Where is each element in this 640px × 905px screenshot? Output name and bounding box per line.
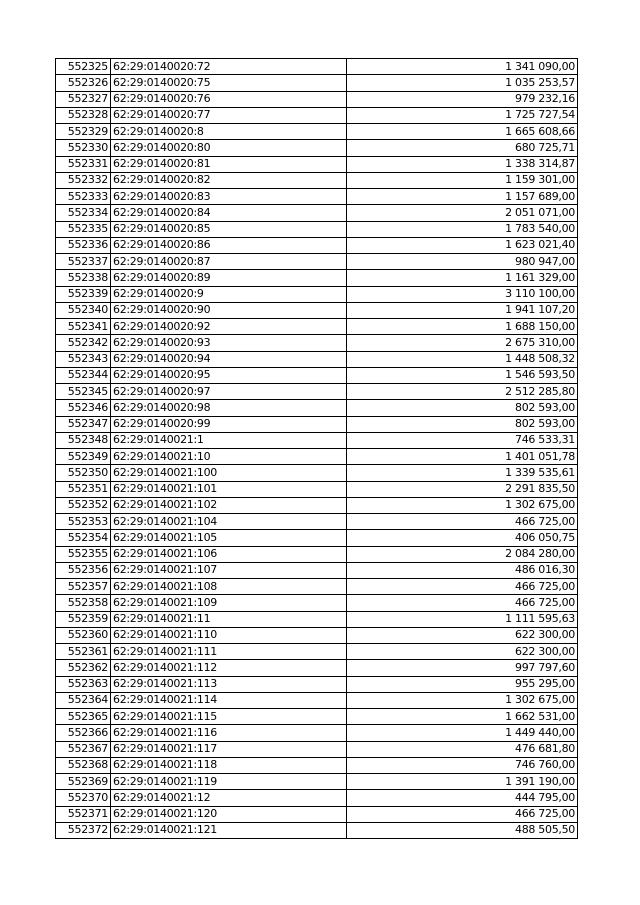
row-number-cell: 552354: [56, 530, 111, 546]
row-number-cell: 552359: [56, 611, 111, 627]
cadastral-number-cell: 62:29:0140021:115: [111, 709, 347, 725]
row-number-cell: 552345: [56, 384, 111, 400]
table-row: [56, 790, 578, 806]
cadastral-number-cell: 62:29:0140020:98: [111, 400, 347, 416]
cadastral-value-cell: 1 941 107,20: [347, 302, 578, 318]
table-row: [56, 562, 578, 578]
cadastral-value-cell: 466 725,00: [347, 806, 578, 822]
row-number-cell: 552366: [56, 725, 111, 741]
cadastral-value-table: [55, 58, 578, 839]
row-number-cell: 552371: [56, 806, 111, 822]
row-number-cell: 552349: [56, 449, 111, 465]
cadastral-number-cell: 62:29:0140021:101: [111, 481, 347, 497]
cadastral-value-cell: 1 391 190,00: [347, 774, 578, 790]
cadastral-number-cell: 62:29:0140020:72: [111, 59, 347, 75]
row-number-cell: 552342: [56, 335, 111, 351]
cadastral-number-cell: 62:29:0140021:111: [111, 644, 347, 660]
cadastral-number-cell: 62:29:0140021:116: [111, 725, 347, 741]
row-number-cell: 552347: [56, 416, 111, 432]
row-number-cell: 552350: [56, 465, 111, 481]
table-row: [56, 416, 578, 432]
cadastral-number-cell: 62:29:0140021:11: [111, 611, 347, 627]
row-number-cell: 552370: [56, 790, 111, 806]
table-row: [56, 692, 578, 708]
cadastral-number-cell: 62:29:0140020:82: [111, 172, 347, 188]
cadastral-number-cell: 62:29:0140021:105: [111, 530, 347, 546]
table-row: [56, 172, 578, 188]
cadastral-value-cell: 488 505,50: [347, 822, 578, 838]
row-number-cell: 552325: [56, 59, 111, 75]
table-row: [56, 156, 578, 172]
table-row: [56, 497, 578, 513]
table-row: [56, 432, 578, 448]
row-number-cell: 552344: [56, 367, 111, 383]
table-row: [56, 806, 578, 822]
row-number-cell: 552357: [56, 579, 111, 595]
row-number-cell: 552362: [56, 660, 111, 676]
cadastral-value-cell: 2 675 310,00: [347, 335, 578, 351]
row-number-cell: 552364: [56, 692, 111, 708]
table-row: [56, 595, 578, 611]
row-number-cell: 552365: [56, 709, 111, 725]
cadastral-number-cell: 62:29:0140020:97: [111, 384, 347, 400]
cadastral-number-cell: 62:29:0140021:109: [111, 595, 347, 611]
cadastral-value-cell: 1 157 689,00: [347, 189, 578, 205]
cadastral-value-cell: 1 159 301,00: [347, 172, 578, 188]
table-row: [56, 400, 578, 416]
row-number-cell: 552351: [56, 481, 111, 497]
cadastral-value-cell: 1 111 595,63: [347, 611, 578, 627]
row-number-cell: 552360: [56, 627, 111, 643]
row-number-cell: 552369: [56, 774, 111, 790]
cadastral-number-cell: 62:29:0140020:8: [111, 124, 347, 140]
table-row: [56, 514, 578, 530]
cadastral-number-cell: 62:29:0140021:113: [111, 676, 347, 692]
cadastral-value-cell: 1 338 314,87: [347, 156, 578, 172]
cadastral-value-cell: 746 760,00: [347, 757, 578, 773]
row-number-cell: 552333: [56, 189, 111, 205]
table-row: [56, 741, 578, 757]
cadastral-number-cell: 62:29:0140021:107: [111, 562, 347, 578]
row-number-cell: 552335: [56, 221, 111, 237]
cadastral-number-cell: 62:29:0140021:117: [111, 741, 347, 757]
row-number-cell: 552337: [56, 254, 111, 270]
table-row: [56, 75, 578, 91]
row-number-cell: 552348: [56, 432, 111, 448]
table-body: [56, 59, 578, 839]
table-row: [56, 579, 578, 595]
cadastral-number-cell: 62:29:0140020:94: [111, 351, 347, 367]
table-row: [56, 676, 578, 692]
table-row: [56, 91, 578, 107]
cadastral-value-cell: 1 665 608,66: [347, 124, 578, 140]
row-number-cell: 552368: [56, 757, 111, 773]
table-row: [56, 270, 578, 286]
table-row: [56, 627, 578, 643]
cadastral-value-cell: 680 725,71: [347, 140, 578, 156]
table-row: [56, 822, 578, 838]
table-row: [56, 757, 578, 773]
table-row: [56, 709, 578, 725]
table-row: [56, 725, 578, 741]
cadastral-value-cell: 1 448 508,32: [347, 351, 578, 367]
cadastral-value-cell: 979 232,16: [347, 91, 578, 107]
table-row: [56, 237, 578, 253]
cadastral-number-cell: 62:29:0140020:92: [111, 319, 347, 335]
table-row: [56, 335, 578, 351]
row-number-cell: 552332: [56, 172, 111, 188]
cadastral-value-cell: 997 797,60: [347, 660, 578, 676]
table-row: [56, 221, 578, 237]
cadastral-value-cell: 466 725,00: [347, 595, 578, 611]
cadastral-number-cell: 62:29:0140020:9: [111, 286, 347, 302]
table-row: [56, 611, 578, 627]
table-row: [56, 302, 578, 318]
row-number-cell: 552326: [56, 75, 111, 91]
cadastral-value-cell: 1 662 531,00: [347, 709, 578, 725]
cadastral-value-cell: 622 300,00: [347, 627, 578, 643]
cadastral-number-cell: 62:29:0140020:76: [111, 91, 347, 107]
table-row: [56, 367, 578, 383]
cadastral-number-cell: 62:29:0140021:121: [111, 822, 347, 838]
cadastral-number-cell: 62:29:0140021:106: [111, 546, 347, 562]
cadastral-value-cell: 486 016,30: [347, 562, 578, 578]
cadastral-number-cell: 62:29:0140021:10: [111, 449, 347, 465]
cadastral-number-cell: 62:29:0140021:119: [111, 774, 347, 790]
row-number-cell: 552341: [56, 319, 111, 335]
table-row: [56, 254, 578, 270]
row-number-cell: 552358: [56, 595, 111, 611]
row-number-cell: 552336: [56, 237, 111, 253]
cadastral-number-cell: 62:29:0140021:102: [111, 497, 347, 513]
row-number-cell: 552361: [56, 644, 111, 660]
cadastral-number-cell: 62:29:0140021:108: [111, 579, 347, 595]
row-number-cell: 552367: [56, 741, 111, 757]
table-row: [56, 530, 578, 546]
cadastral-value-cell: 1 341 090,00: [347, 59, 578, 75]
row-number-cell: 552339: [56, 286, 111, 302]
cadastral-value-cell: 802 593,00: [347, 416, 578, 432]
cadastral-number-cell: 62:29:0140020:95: [111, 367, 347, 383]
cadastral-value-cell: 466 725,00: [347, 514, 578, 530]
row-number-cell: 552355: [56, 546, 111, 562]
cadastral-number-cell: 62:29:0140020:85: [111, 221, 347, 237]
table-row: [56, 319, 578, 335]
cadastral-value-cell: 1 449 440,00: [347, 725, 578, 741]
cadastral-number-cell: 62:29:0140020:87: [111, 254, 347, 270]
table-row: [56, 107, 578, 123]
cadastral-value-cell: 622 300,00: [347, 644, 578, 660]
cadastral-number-cell: 62:29:0140020:80: [111, 140, 347, 156]
row-number-cell: 552334: [56, 205, 111, 221]
cadastral-value-cell: 476 681,80: [347, 741, 578, 757]
row-number-cell: 552346: [56, 400, 111, 416]
cadastral-value-cell: 1 546 593,50: [347, 367, 578, 383]
row-number-cell: 552372: [56, 822, 111, 838]
cadastral-value-cell: 444 795,00: [347, 790, 578, 806]
cadastral-number-cell: 62:29:0140021:1: [111, 432, 347, 448]
table-row: [56, 660, 578, 676]
cadastral-number-cell: 62:29:0140020:81: [111, 156, 347, 172]
row-number-cell: 552328: [56, 107, 111, 123]
cadastral-number-cell: 62:29:0140021:110: [111, 627, 347, 643]
cadastral-value-cell: 1 339 535,61: [347, 465, 578, 481]
cadastral-value-cell: 1 783 540,00: [347, 221, 578, 237]
row-number-cell: 552343: [56, 351, 111, 367]
cadastral-number-cell: 62:29:0140021:100: [111, 465, 347, 481]
table-row: [56, 465, 578, 481]
cadastral-value-cell: 980 947,00: [347, 254, 578, 270]
table-row: [56, 351, 578, 367]
cadastral-value-cell: 1 688 150,00: [347, 319, 578, 335]
table-row: [56, 124, 578, 140]
cadastral-number-cell: 62:29:0140021:114: [111, 692, 347, 708]
row-number-cell: 552340: [56, 302, 111, 318]
cadastral-number-cell: 62:29:0140021:104: [111, 514, 347, 530]
cadastral-number-cell: 62:29:0140020:77: [111, 107, 347, 123]
cadastral-value-cell: 1 035 253,57: [347, 75, 578, 91]
cadastral-value-cell: 406 050,75: [347, 530, 578, 546]
cadastral-number-cell: 62:29:0140020:86: [111, 237, 347, 253]
cadastral-number-cell: 62:29:0140020:84: [111, 205, 347, 221]
cadastral-value-cell: 2 051 071,00: [347, 205, 578, 221]
cadastral-value-cell: 1 725 727,54: [347, 107, 578, 123]
table-row: [56, 481, 578, 497]
cadastral-number-cell: 62:29:0140020:90: [111, 302, 347, 318]
cadastral-number-cell: 62:29:0140020:83: [111, 189, 347, 205]
cadastral-number-cell: 62:29:0140021:12: [111, 790, 347, 806]
cadastral-value-cell: 1 401 051,78: [347, 449, 578, 465]
cadastral-value-cell: 2 084 280,00: [347, 546, 578, 562]
row-number-cell: 552327: [56, 91, 111, 107]
table-row: [56, 286, 578, 302]
row-number-cell: 552363: [56, 676, 111, 692]
cadastral-number-cell: 62:29:0140021:112: [111, 660, 347, 676]
cadastral-number-cell: 62:29:0140020:75: [111, 75, 347, 91]
cadastral-value-cell: 955 295,00: [347, 676, 578, 692]
row-number-cell: 552353: [56, 514, 111, 530]
table-row: [56, 644, 578, 660]
cadastral-number-cell: 62:29:0140020:93: [111, 335, 347, 351]
cadastral-value-cell: 1 161 329,00: [347, 270, 578, 286]
cadastral-number-cell: 62:29:0140021:120: [111, 806, 347, 822]
row-number-cell: 552352: [56, 497, 111, 513]
table-row: [56, 384, 578, 400]
cadastral-value-cell: 1 302 675,00: [347, 497, 578, 513]
cadastral-number-cell: 62:29:0140020:99: [111, 416, 347, 432]
cadastral-value-cell: 466 725,00: [347, 579, 578, 595]
cadastral-value-cell: 1 302 675,00: [347, 692, 578, 708]
table-row: [56, 189, 578, 205]
row-number-cell: 552329: [56, 124, 111, 140]
row-number-cell: 552356: [56, 562, 111, 578]
table-row: [56, 546, 578, 562]
row-number-cell: 552338: [56, 270, 111, 286]
cadastral-number-cell: 62:29:0140020:89: [111, 270, 347, 286]
cadastral-value-cell: 3 110 100,00: [347, 286, 578, 302]
cadastral-value-cell: 2 512 285,80: [347, 384, 578, 400]
cadastral-value-cell: 802 593,00: [347, 400, 578, 416]
table-row: [56, 205, 578, 221]
cadastral-value-cell: 1 623 021,40: [347, 237, 578, 253]
cadastral-value-cell: 746 533,31: [347, 432, 578, 448]
table-row: [56, 140, 578, 156]
cadastral-number-cell: 62:29:0140021:118: [111, 757, 347, 773]
row-number-cell: 552331: [56, 156, 111, 172]
table-row: [56, 774, 578, 790]
table-row: [56, 59, 578, 75]
table-row: [56, 449, 578, 465]
row-number-cell: 552330: [56, 140, 111, 156]
cadastral-value-cell: 2 291 835,50: [347, 481, 578, 497]
